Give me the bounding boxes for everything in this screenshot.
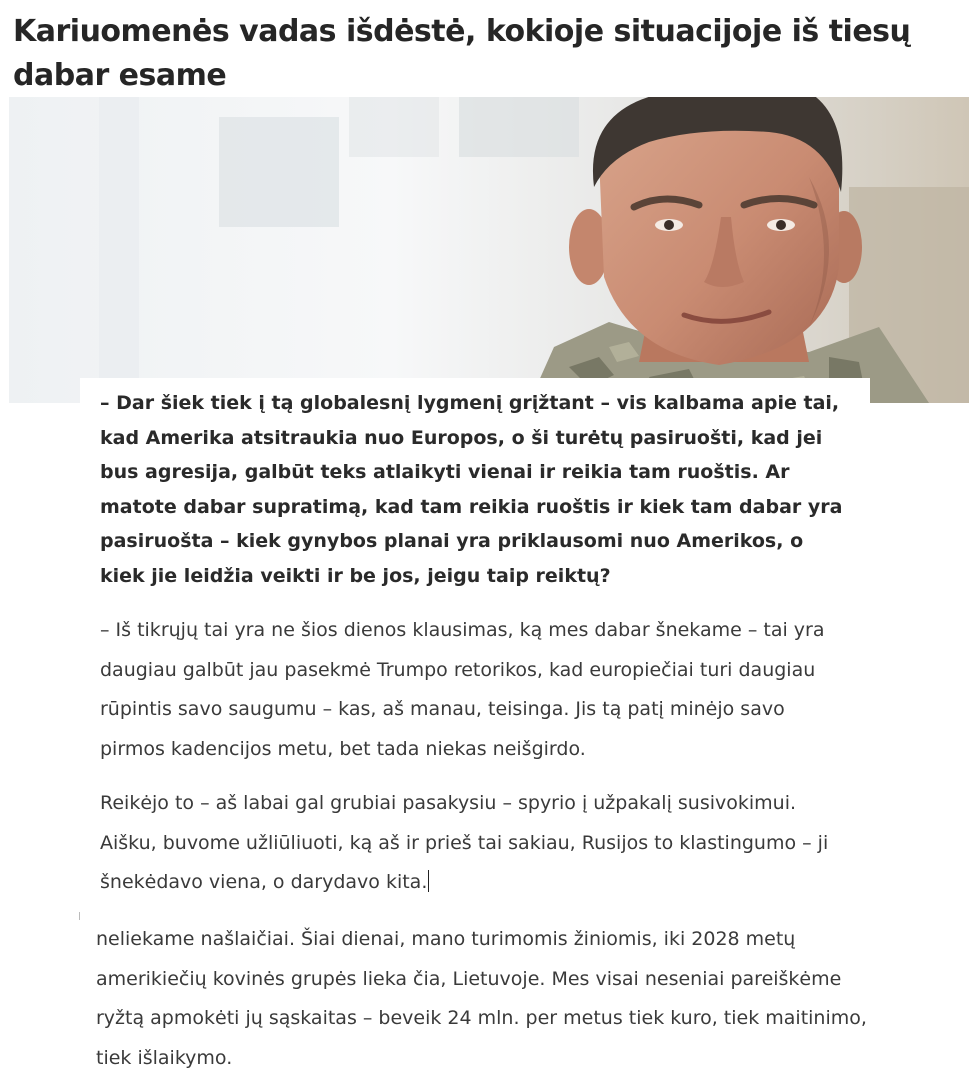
answer-paragraph: – Iš tikrųjų tai yra ne šios dienos klausimas, ką mes dabar šnekame – tai yra daugiau galbūt jau pasekmė Trumpo retorikos, kad europiečiai turi daugiau rūpintis savo saugumu – kas, aš manau, teisinga. Jis tą patį minėjo savo pirmos kadencijos metu, bet tada niekas neišgirdo. — [100, 619, 825, 760]
answer-text: Reikėjo to – aš labai gal grubiai pasakysiu – spyrio į užpakalį susivokimui. Aišku, buvome užliūliuoti, ką aš ir prieš tai sakiau, Rusijos to klastingumo – ji šnekėdavo viena, o darydavo kita. — [100, 792, 829, 893]
article-photo — [9, 97, 969, 403]
divider-mark — [79, 912, 80, 920]
article-headline: Kariuomenės vadas išdėstė, kokioje situacijoje iš tiesų dabar esame — [13, 14, 911, 93]
text-cursor — [428, 870, 429, 892]
answer-paragraph — [100, 784, 840, 903]
answer-paragraph-continued: neliekame našlaičiai. Šiai dienai, mano turimomis žiniomis, iki 2028 metų amerikiečių kovinės grupės lieka čia, Lietuvoje. Mes visai neseniai pareiškėme ryžtą apmokėti jų sąskaitas – beveik 24 mln. per metus tiek kuro, tiek maitinimo, tiek išlaikymo. — [96, 928, 867, 1069]
interview-question: – Dar šiek tiek į tą globalesnį lygmenį grįžtant – vis kalbama apie tai, kad Amerika atsitraukia nuo Europos, o ši turėtų pasiruošti, kad jei bus agresija, galbūt teks atlaikyti vienai ir reikia tam ruoštis. Ar matote dabar supratimą, kad tam reikia ruoštis ir kiek tam dabar yra pasiruošta – kiek gynybos planai yra priklausomi nuo Amerikos, o kiek jie leidžia veikti ir be jos, jeigu taip reiktų? — [100, 392, 843, 587]
